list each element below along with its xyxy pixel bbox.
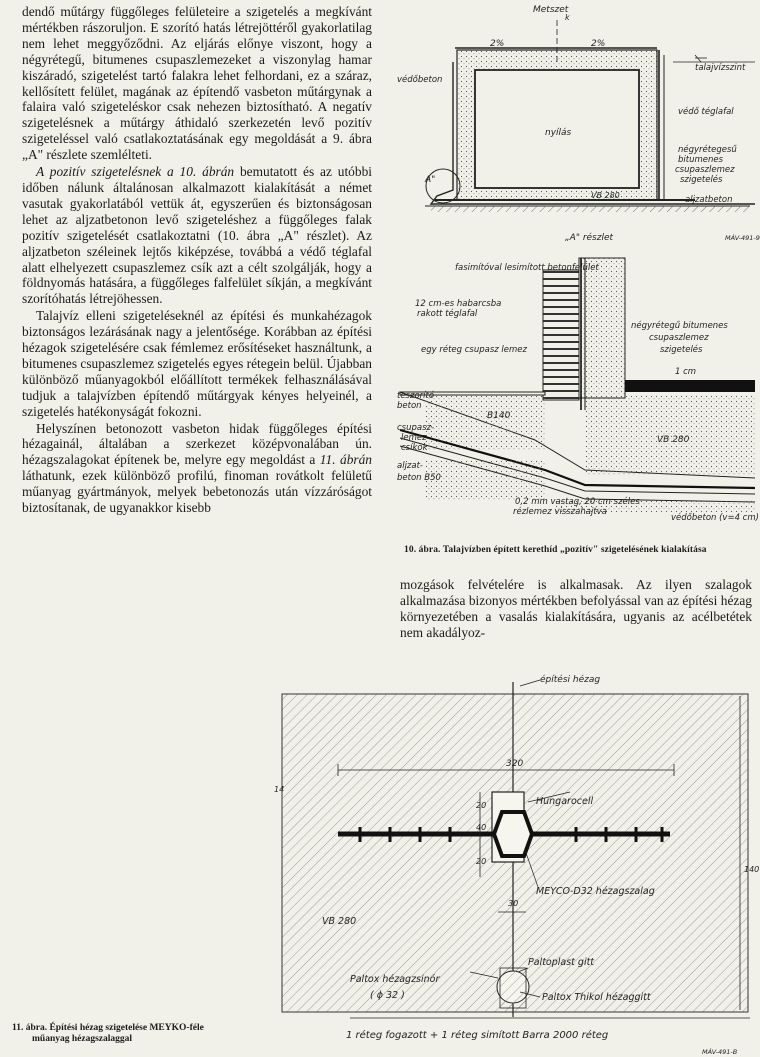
paragraph-2-body: bemutatott és az utóbbi időben nálunk általánosan alkalmazott kialakítását a német vasutak gyakorlatából vettük át, egyszerűen és biztonságosan lehet az aljzatbetonon levő szigeteléshez a függőleges falak pozitív szigetelését csatlakoztatni (10. ábra „A" részlet). Az aljzatbeton széleinek lejtős kiképzése, továbbá a védő téglafal alatt elhelyezett csupaszlemez csík azt a célt szolgálják, hogy a földnyomás hatására, a függőleges falfelület síkján, a megkívánt szorítóhatás létrejöhessen.: [22, 164, 372, 307]
label-dim-14: 14: [274, 785, 285, 794]
waterstop-bulb: [494, 812, 532, 856]
label-meyko: MEYCO-D32 hézagszalag: [536, 886, 655, 897]
label-vedo-teglafal: védő téglafal: [678, 107, 734, 117]
label-b140: B140: [487, 411, 511, 421]
label-bitumenes: bitumenes: [678, 155, 724, 165]
figure-11-drawing: [270, 672, 760, 1057]
figure-11-reference: 11. ábrán: [319, 452, 372, 468]
label-habarcs-2: rakott téglafal: [417, 309, 478, 319]
label-teszorito-1: teszorító: [397, 391, 435, 401]
label-teszorito-2: beton: [397, 401, 422, 411]
paragraph-2-lead: A pozitív szigetelésnek a 10. ábrán: [36, 164, 235, 180]
label-nyilas: nyílás: [545, 128, 572, 138]
label-aljzat-2: beton B50: [397, 473, 441, 483]
paragraph-3: Talajvíz elleni szigeteléseknél az építési és munkahézagok biztonságos lezárásának nagy a jelentősége. Korábban az építési hézagok szigetelésére csak fémlemez erősítéseket használtunk, a bitumenes csupaszlemez szigetelés egyes rétegein belül. Újabban különböző műanyagokból előállított termékek felhasználásával tudjuk a talajvízben építendő műtárgyak kényes helyeinél, a szigetelés hatékonyságát fokozni.: [22, 308, 372, 419]
label-aljzatbeton: aljzatbeton: [685, 195, 733, 205]
label-fasimitoval: fasimítóval lesimított betonfelület: [455, 263, 599, 273]
label-vedobeton: védőbeton: [397, 75, 443, 85]
label-vb280: VB 280: [322, 916, 357, 927]
right-paragraph-1: mozgások felvételére is alkalmasak. Az ilyen szalagok alkalmazása bizonyos mértékben befolyással van az építési hézag környezetében a vasalás kialakítására, ugyanis az acélbetétek nem akadályoz-: [400, 577, 752, 640]
label-egy-reteg: egy réteg csupasz lemez: [421, 345, 527, 355]
label-csupasz-3: csíkok: [401, 443, 428, 453]
figure-10-caption: 10. ábra. Talajvízben épített kerethíd „pozitív" szigetelésének kialakítása: [404, 545, 707, 555]
label-dim-20a: 20: [476, 801, 487, 810]
label-1cm: 1 cm: [675, 367, 697, 377]
label-negyreteges: négyrétegesű: [678, 145, 737, 155]
label-dim-140: 140: [744, 865, 760, 874]
label-dim-30: 30: [508, 899, 519, 908]
left-text-column: [22, 4, 372, 516]
figure-11-caption: [12, 1023, 262, 1045]
label-epitesi-hezag: építési hézag: [540, 675, 601, 685]
label-slope-right: 2%: [591, 39, 606, 49]
label-csupaszlemez: csupaszlemez: [675, 165, 735, 175]
stamp-fig10: MÁV-491-9: [725, 234, 760, 242]
label-vastag-1: 0,2 mm vastag, 20 cm széles: [515, 497, 640, 507]
label-slope-left: 2%: [490, 39, 505, 49]
label-talajvizszint: talajvízszint: [695, 63, 746, 73]
label-csupasz-1: csupasz-: [397, 423, 435, 433]
label-szigeteles: szigetelés: [680, 175, 723, 185]
label-vb280-top: VB 280: [591, 191, 620, 200]
label-habarcs-1: 12 cm-es habarcsba: [415, 299, 502, 309]
paragraph-2: [22, 164, 372, 307]
label-phi32: ( ϕ 32 ): [370, 990, 405, 1001]
detail-a-drawing: [400, 258, 755, 512]
figure-10-drawing: [395, 0, 760, 555]
label-dim-40: 40: [476, 823, 487, 832]
label-paltoplast: Paltoplast gitt: [528, 957, 595, 968]
paragraph-4: [22, 421, 372, 516]
label-hungarocell: Hungarocell: [536, 796, 594, 807]
label-negyretegu-3: szigetelés: [660, 345, 703, 355]
label-metszet: Metszet: [533, 5, 569, 15]
label-negyretegu-1: négyrétegű bitumenes: [631, 321, 728, 331]
label-dim-20b: 20: [476, 857, 487, 866]
label-vastag-2: rézlemez visszahajtva: [513, 507, 607, 517]
label-vedobeton-detail: védőbeton (v=4 cm): [671, 513, 759, 523]
paragraph-1: dendő műtárgy függőleges felületeire a szigetelés a megkívánt mértékben rászoruljon. E szorító hatás létrejöttéről gyakorlatilag nem lehet meggyőződni. Az eljárás előnye viszont, hogy a négyrétegű, bitumenes csupaszlemezeket a viszonylag hamar kiszáradó, szigetelést tartó falakra lehet felhordani, ez a száraz, kellősített felület, magának az építendő vasbeton műtárgynak a falaira való szigeteléskor csak nehezen biztosítható. A negatív szigetelésnek a műtárgy áthidaló szerkezetén levő pozitív szigeteléssel való csatlakoztatásának egy megoldását a 9. ábra „A" részlete szemlélteti.: [22, 4, 372, 163]
paragraph-4-part-b: láthatunk, ezek különböző profilú, finoman rovátkolt felületű műanyag gyártmányok, melyek bebetonozás után vízzáróságot biztosítanak, de ugyanakkor kisebb: [22, 468, 372, 516]
label-negyretegu-2: csupaszlemez: [649, 333, 709, 343]
paragraph-4-part-a: Helyszínen betonozott vasbeton hidak függőleges építési hézagainál, általában a szerkezet középvonalában ún. hézagszalagokat építenek be, melyre egy megoldást a: [22, 420, 372, 468]
label-bottom-layers: 1 réteg fogazott + 1 réteg simított Barra 2000 réteg: [346, 1030, 609, 1041]
detail-title: „A" részlet: [565, 233, 614, 243]
label-csupasz-2: lemez: [401, 433, 427, 443]
right-text-column: [400, 577, 752, 641]
label-paltox-thikol: Paltox Thikol hézaggitt: [542, 992, 651, 1003]
label-section-mark: k: [565, 13, 570, 22]
stamp-fig11: MÁV-491-B: [702, 1048, 738, 1056]
figure-11-caption-line-1: 11. ábra. Építési hézag szigetelése MEYKO-féle: [12, 1023, 204, 1033]
label-paltox-zsinor: Paltox hézagzsinór: [350, 974, 440, 985]
label-vb280-detail: VB 280: [657, 435, 690, 445]
label-detail-marker: A": [425, 175, 436, 185]
label-dim-320: 320: [506, 759, 524, 769]
label-aljzat-1: aljzat-: [397, 461, 424, 471]
figure-11-caption-line-2: műanyag hézagszalaggal: [32, 1034, 133, 1044]
